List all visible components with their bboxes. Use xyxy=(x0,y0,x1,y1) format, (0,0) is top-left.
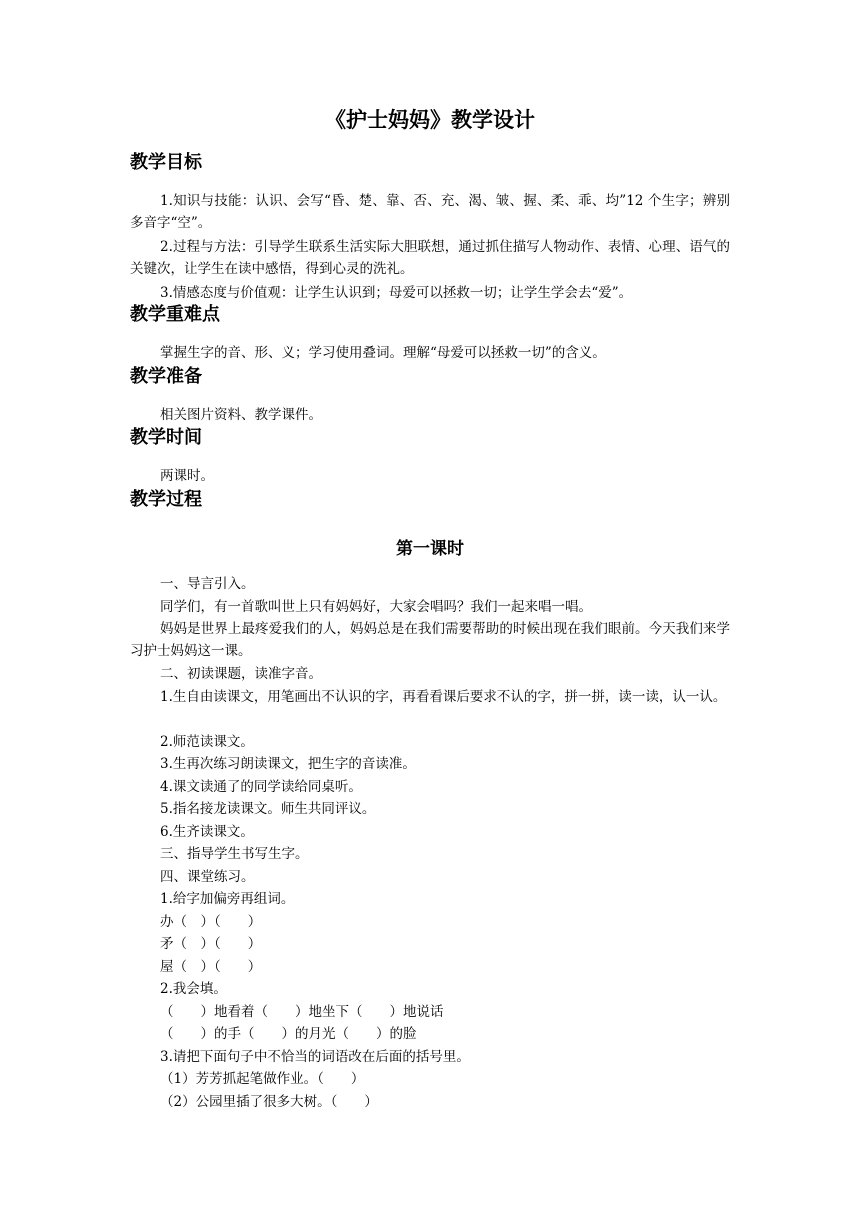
exercise-line: 3.请把下面句子中不恰当的词语改在后面的括号里。 xyxy=(160,1049,470,1065)
document-title: 《护士妈妈》教学设计 xyxy=(325,108,535,132)
process-line: 3.生再次练习朗读课文，把生字的音读准。 xyxy=(160,756,416,772)
exercise-line: 办（ ）（ ） xyxy=(160,914,262,930)
exercise-line: （ ）的手（ ）的月光（ ）的脸 xyxy=(160,1026,417,1042)
process-line: 2.师范读课文。 xyxy=(160,734,254,750)
exercise-line: 矛（ ）（ ） xyxy=(160,936,262,952)
teaching-time-text: 两课时。 xyxy=(160,468,214,484)
preparation-text: 相关图片资料、教学课件。 xyxy=(160,407,322,423)
process-line: 同学们，有一首歌叫世上只有妈妈好，大家会唱吗？我们一起来唱一唱。 xyxy=(160,599,592,615)
goal-item-3: 3.情感态度与价值观：让学生认识到；母爱可以拯救一切；让学生学会去“爱”。 xyxy=(160,285,633,301)
process-line: 四、课堂练习。 xyxy=(160,869,255,885)
heading-teaching-process: 教学过程 xyxy=(130,489,202,510)
process-line: 4.课文读通了的同学读给同桌听。 xyxy=(160,779,362,795)
goal-item-1: 1.知识与技能：认识、会写“昏、楚、靠、否、充、渴、皱、握、柔、乖、均”12 个生字；辨别多音字“空”。 xyxy=(130,193,730,231)
heading-preparation: 教学准备 xyxy=(130,366,202,387)
process-line: 1.生自由读课文，用笔画出不认识的字，再看看课后要求不认的字，拼一拼，读一读，认一认。 xyxy=(160,689,727,705)
exercise-line: 屋（ ）（ ） xyxy=(160,959,262,975)
process-line: 一、导言引入。 xyxy=(160,576,255,592)
heading-teaching-goals: 教学目标 xyxy=(130,152,202,173)
exercise-line: 2.我会填。 xyxy=(160,981,227,997)
goal-item-2: 2.过程与方法：引导学生联系生活实际大胆联想，通过抓住描写人物动作、表情、心理、语气的关键次，让学生在读中感悟，得到心灵的洗礼。 xyxy=(130,239,730,277)
process-line: 1.给字加偏旁再组词。 xyxy=(160,891,295,907)
lesson-one-title: 第一课时 xyxy=(396,539,464,559)
process-line: 二、初读课题，读准字音。 xyxy=(160,666,322,682)
process-line: 6.生齐读课文。 xyxy=(160,824,254,840)
process-line: 5.指名接龙读课文。师生共同评议。 xyxy=(160,801,376,817)
key-points-text: 掌握生字的音、形、义；学习使用叠词。理解“母爱可以拯救一切”的含义。 xyxy=(160,345,606,361)
exercise-line: （ ）地看着（ ）地坐下（ ）地说话 xyxy=(160,1004,444,1020)
exercise-line: （2）公园里插了很多大树。（ ） xyxy=(160,1094,378,1110)
process-line: 三、指导学生书写生字。 xyxy=(160,846,309,862)
process-line: 妈妈是世界上最疼爱我们的人，妈妈总是在我们需要帮助的时候出现在我们眼前。今天我们来学习护士妈妈这一课。 xyxy=(130,621,730,659)
exercise-line: （1）芳芳抓起笔做作业。（ ） xyxy=(160,1071,365,1087)
heading-key-points: 教学重难点 xyxy=(130,304,220,325)
heading-teaching-time: 教学时间 xyxy=(130,427,202,448)
